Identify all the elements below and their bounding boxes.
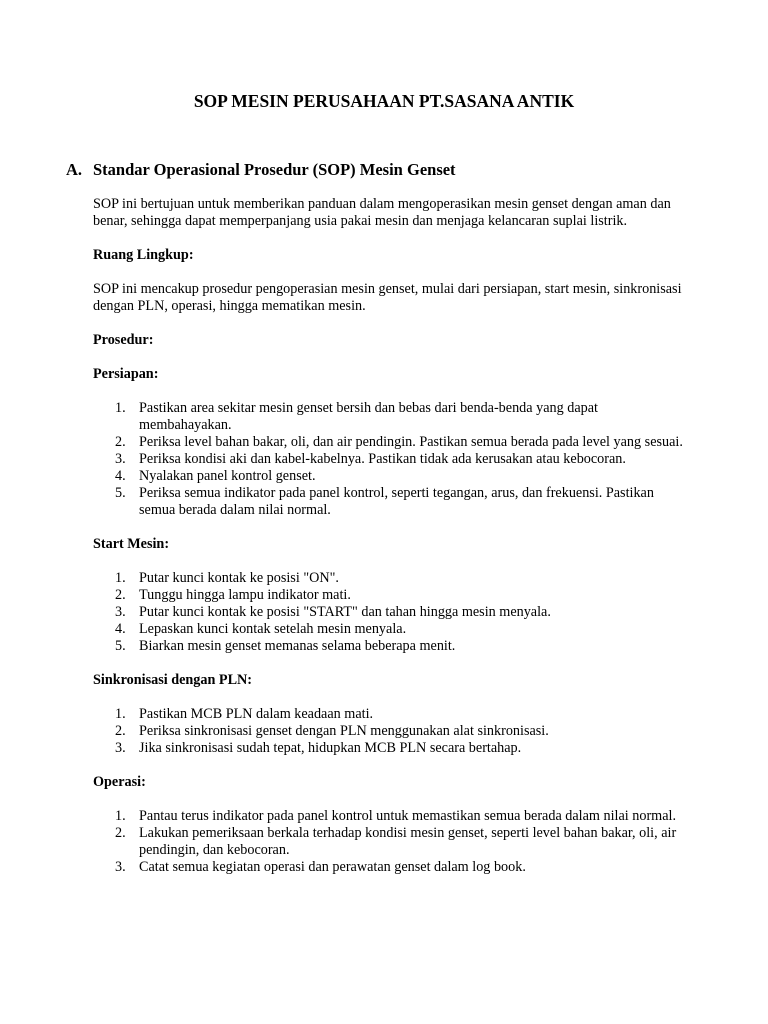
- list-text: Pantau terus indikator pada panel kontrol untuk memastikan semua berada dalam nilai normal.: [139, 808, 676, 824]
- list-number: 5.: [115, 485, 126, 501]
- list-item: [93, 468, 683, 485]
- list-text: Lepaskan kunci kontak setelah mesin menyala.: [139, 621, 407, 637]
- list-item: [93, 604, 683, 621]
- list-item: [93, 570, 683, 587]
- list-item: [93, 859, 683, 876]
- list-item: [93, 485, 683, 519]
- list-text: Putar kunci kontak ke posisi "START" dan tahan hingga mesin menyala.: [139, 604, 551, 620]
- list-number: 2.: [115, 434, 126, 450]
- sync-heading: Sinkronisasi dengan PLN:: [93, 672, 253, 688]
- list-text: Periksa level bahan bakar, oli, dan air pendingin. Pastikan semua berada pada level yang sesuai.: [139, 434, 683, 450]
- procedure-heading: Prosedur:: [93, 332, 154, 348]
- list-item: [93, 638, 683, 655]
- list-text: Lakukan pemeriksaan berkala terhadap kondisi mesin genset, seperti level bahan bakar, oli, air pendingin, dan kebocoran.: [139, 825, 677, 858]
- intro-paragraph: SOP ini bertujuan untuk memberikan panduan dalam mengoperasikan mesin genset dengan aman dan benar, sehingga dapat memperpanjang usia pakai mesin dan menjaga kelancaran suplai listrik.: [93, 196, 671, 229]
- section-letter: A.: [66, 160, 83, 179]
- list-item: [93, 825, 683, 859]
- list-text: Jika sinkronisasi sudah tepat, hidupkan MCB PLN secara bertahap.: [139, 740, 522, 756]
- list-number: 3.: [115, 740, 126, 756]
- list-text: Periksa kondisi aki dan kabel-kabelnya. Pastikan tidak ada kerusakan atau kebocoran.: [139, 451, 626, 467]
- list-text: Catat semua kegiatan operasi dan perawatan genset dalam log book.: [139, 859, 526, 875]
- list-item: [93, 723, 683, 740]
- list-number: 1.: [115, 400, 126, 416]
- operation-heading: Operasi:: [93, 774, 146, 790]
- list-number: 2.: [115, 723, 126, 739]
- list-number: 5.: [115, 638, 126, 654]
- list-text: Periksa sinkronisasi genset dengan PLN menggunakan alat sinkronisasi.: [139, 723, 549, 739]
- list-text: Putar kunci kontak ke posisi "ON".: [139, 570, 339, 586]
- list-text: Periksa semua indikator pada panel kontrol, seperti tegangan, arus, dan frekuensi. Pastikan semua berada dalam nilai normal.: [139, 485, 654, 518]
- list-number: 3.: [115, 451, 126, 467]
- list-item: [93, 434, 683, 451]
- section-heading: [66, 160, 456, 180]
- list-number: 3.: [115, 604, 126, 620]
- list-number: 1.: [115, 808, 126, 824]
- scope-heading: Ruang Lingkup:: [93, 247, 194, 263]
- list-text: Pastikan area sekitar mesin genset bersih dan bebas dari benda-benda yang dapat membahayakan.: [139, 400, 598, 433]
- list-number: 1.: [115, 706, 126, 722]
- list-item: [93, 808, 683, 825]
- list-item: [93, 621, 683, 638]
- list-text: Tunggu hingga lampu indikator mati.: [139, 587, 351, 603]
- list-text: Pastikan MCB PLN dalam keadaan mati.: [139, 706, 374, 722]
- section-title: Standar Operasional Prosedur (SOP) Mesin Genset: [93, 160, 456, 179]
- operation-list: [93, 808, 683, 876]
- list-number: 2.: [115, 587, 126, 603]
- document-body: [93, 196, 683, 893]
- list-text: Biarkan mesin genset memanas selama beberapa menit.: [139, 638, 456, 654]
- list-number: 4.: [115, 468, 126, 484]
- sync-list: [93, 706, 683, 757]
- list-item: [93, 706, 683, 723]
- start-list: [93, 570, 683, 655]
- start-heading: Start Mesin:: [93, 536, 170, 552]
- preparation-list: [93, 400, 683, 519]
- list-item: [93, 451, 683, 468]
- list-number: 2.: [115, 825, 126, 841]
- list-item: [93, 400, 683, 434]
- preparation-heading: Persiapan:: [93, 366, 159, 382]
- list-number: 4.: [115, 621, 126, 637]
- document-title: SOP MESIN PERUSAHAAN PT.SASANA ANTIK: [193, 91, 575, 111]
- list-item: [93, 587, 683, 604]
- list-number: 1.: [115, 570, 126, 586]
- list-number: 3.: [115, 859, 126, 875]
- list-item: [93, 740, 683, 757]
- list-text: Nyalakan panel kontrol genset.: [139, 468, 316, 484]
- scope-paragraph: SOP ini mencakup prosedur pengoperasian mesin genset, mulai dari persiapan, start mesin, sinkronisasi dengan PLN, operasi, hingga mematikan mesin.: [93, 281, 682, 314]
